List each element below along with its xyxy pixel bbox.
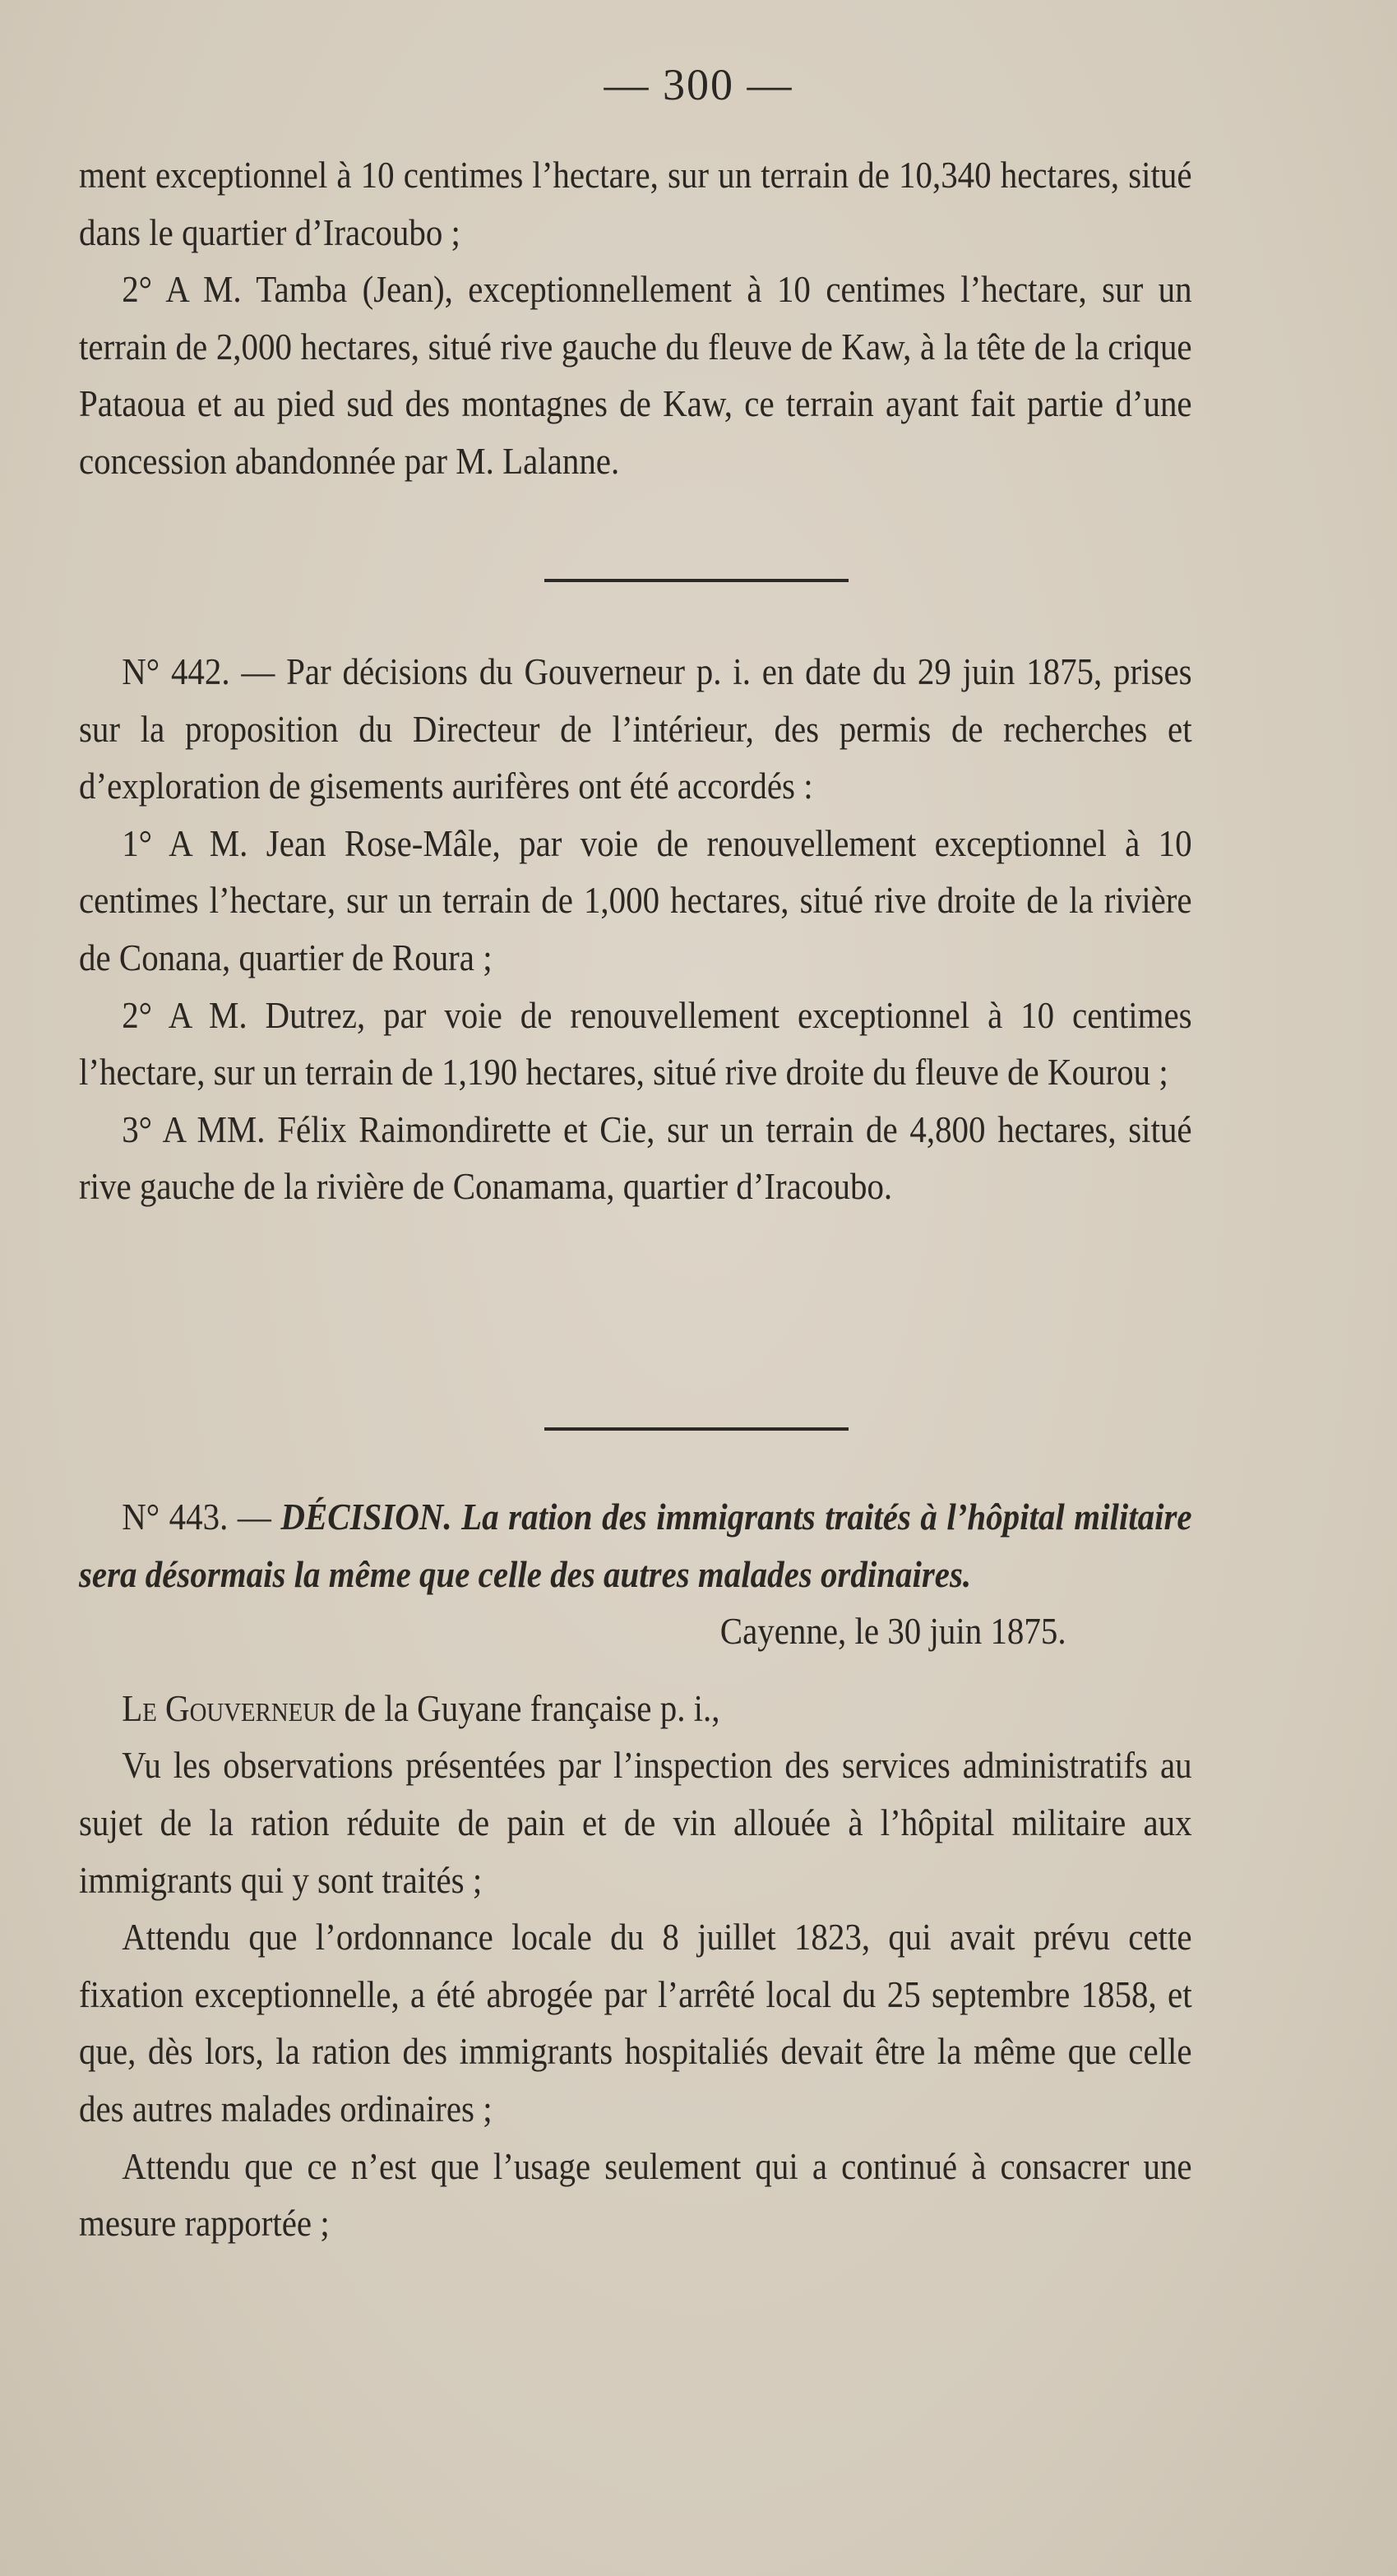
- page-number: — 300 —: [604, 60, 793, 109]
- continued-paragraphs: [79, 146, 1192, 490]
- considerant-paragraph: Attendu que l’ordonnance locale du 8 juillet 1823, qui avait prévu cette fixation exceptionnelle, a été abrogée par l’arrêté local du 25 septembre 1858, et que, dès lors, la ration des immigrants hospitaliés devait être la même que celle des autres malades ordinaires ;: [79, 1916, 1192, 2130]
- section-442-intro: N° 442. — Par décisions du Gouverneur p. i. en date du 29 juin 1875, prises sur la proposition du Directeur de l’intérieur, des permis de recherches et d’exploration de gisements aurifères ont été accordés :: [79, 650, 1192, 807]
- place-date: Cayenne, le 30 juin 1875.: [719, 1610, 1066, 1653]
- decision-heading: [79, 1488, 1192, 1602]
- section-443: [79, 1488, 1192, 2252]
- section-442-item-3: 3° A MM. Félix Raimondirette et Cie, sur un terrain de 4,800 hectares, situé rive gauche de la rivière de Conamama, quartier d’Iracoubo.: [79, 1108, 1192, 1208]
- governor-line: [79, 1680, 1192, 1737]
- section-divider: [544, 579, 849, 582]
- considerant-paragraph: Attendu que ce n’est que l’usage seulement qui a continué à consacrer une mesure rapportée ;: [79, 2144, 1192, 2245]
- section-442: [79, 643, 1192, 1215]
- section-442-item-2: 2° A M. Dutrez, par voie de renouvellement exceptionnel à 10 centimes l’hectare, sur un terrain de 1,190 hectares, situé rive droite du fleuve de Kourou ;: [79, 993, 1192, 1094]
- governor-title: Le Gouverneur: [122, 1686, 336, 1729]
- decision-number: N° 443. —: [122, 1496, 281, 1538]
- section-divider: [544, 1427, 849, 1431]
- paragraph-continuation: ment exceptionnel à 10 centimes l’hectare, sur un terrain de 10,340 hectares, situé dans le quartier d’Iracoubo ;: [79, 154, 1192, 253]
- paragraph-item-2: 2° A M. Tamba (Jean), exceptionnellement à 10 centimes l’hectare, sur un terrain de 2,000 hectares, situé rive gauche du fleuve de Kaw, à la tête de la crique Pataoua et au pied sud des montagnes de Kaw, ce terrain ayant fait partie d’une concession abandonnée par M. Lalanne.: [79, 268, 1192, 482]
- considerant-paragraph: Vu les observations présentées par l’inspection des services administratifs au sujet de la ration réduite de pain et de vin allouée à l’hôpital militaire aux immigrants qui y sont traités ;: [79, 1744, 1192, 1901]
- decision-title: DÉCISION. La ration des immigrants traités à l’hôpital militaire sera désormais la même que celle des autres malades ordinaires.: [79, 1496, 1192, 1595]
- section-442-item-1: 1° A M. Jean Rose-Mâle, par voie de renouvellement exceptionnel à 10 centimes l’hectare, sur un terrain de 1,000 hectares, situé rive droite de la rivière de Conana, quartier de Roura ;: [79, 821, 1192, 978]
- governor-rest: de la Guyane française p. i.,: [335, 1686, 720, 1729]
